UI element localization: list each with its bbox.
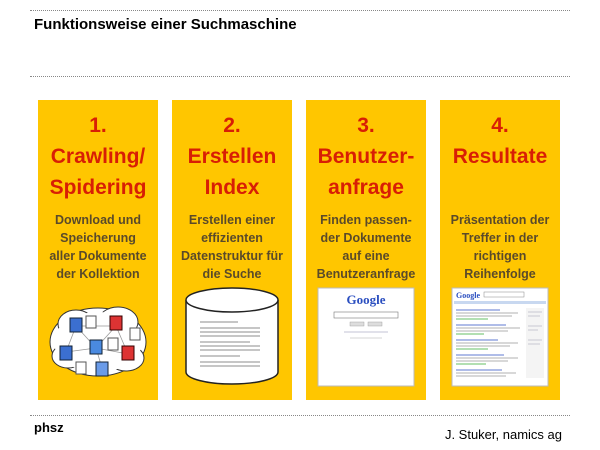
desc-line: richtigen: [473, 249, 527, 263]
step-description: [38, 211, 158, 283]
desc-line: Speicherung: [60, 231, 136, 245]
desc-line: Präsentation der: [450, 213, 550, 227]
step-title-line: Erstellen: [187, 145, 277, 168]
step-card-query: [306, 100, 426, 400]
process-steps: [38, 100, 560, 400]
step-description: [172, 211, 292, 283]
step-number: 1.: [89, 114, 107, 137]
title-divider: [30, 76, 570, 77]
desc-line: der Kollektion: [56, 267, 140, 281]
desc-line: der Dokumente: [320, 231, 412, 245]
desc-line: Erstellen einer: [188, 213, 276, 227]
bottom-divider: [30, 415, 570, 416]
search-page-illustration: [314, 286, 418, 388]
footer-author: J. Stuker, namics ag: [444, 427, 562, 442]
desc-line: effizienten: [201, 231, 263, 245]
desc-line: Download und: [54, 213, 142, 227]
step-description: [440, 211, 560, 283]
top-divider: [30, 10, 570, 11]
step-number: 4.: [491, 114, 509, 137]
step-title-line: Resultate: [452, 145, 548, 168]
desc-line: Treffer in der: [461, 231, 539, 245]
step-card-results: [440, 100, 560, 400]
google-logo-small: Google: [456, 291, 480, 300]
step-heading: [440, 110, 560, 172]
results-page-illustration: [448, 286, 552, 388]
page-title: Funktionsweise einer Suchmaschine: [34, 16, 297, 33]
desc-line: die Suche: [202, 267, 262, 281]
step-heading: [38, 110, 158, 203]
step-title-line: Crawling/: [50, 145, 146, 168]
document-network-illustration: [46, 286, 150, 388]
desc-line: auf eine: [342, 249, 390, 263]
database-cylinder-illustration: [180, 286, 284, 388]
desc-line: Benutzeranfrage: [316, 267, 416, 281]
step-heading: [306, 110, 426, 203]
desc-line: Finden passen-: [320, 213, 412, 227]
step-title-line: Index: [204, 176, 260, 199]
step-title-line: Spidering: [49, 176, 147, 199]
step-card-index: [172, 100, 292, 400]
step-title-line: anfrage: [328, 176, 404, 199]
step-number: 2.: [223, 114, 241, 137]
desc-line: Reihenfolge: [464, 267, 536, 281]
step-description: [306, 211, 426, 283]
desc-line: Datenstruktur für: [180, 249, 284, 263]
step-heading: [172, 110, 292, 203]
footer-institution: phsz: [34, 420, 64, 435]
step-number: 3.: [357, 114, 375, 137]
desc-line: aller Dokumente: [49, 249, 147, 263]
google-logo: Google: [346, 292, 386, 307]
step-card-crawling: [38, 100, 158, 400]
step-title-line: Benutzer-: [317, 145, 415, 168]
